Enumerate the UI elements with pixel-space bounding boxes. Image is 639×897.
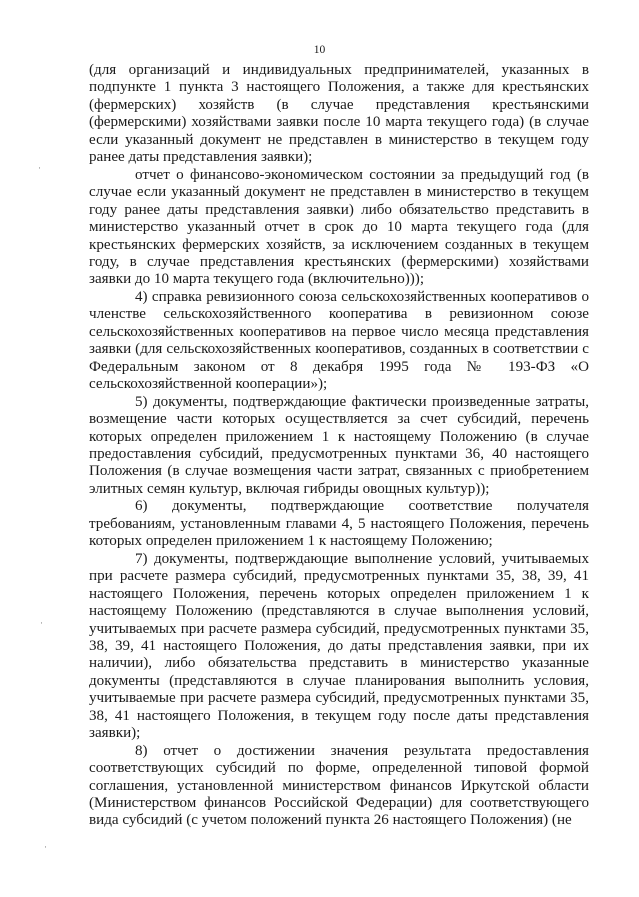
paragraph: (для организаций и индивидуальных предпринимателей, указанных в подпункте 1 пункта 3 настоящего Положения, а также для крестьянских (фермерских) хозяйств (в случае представления крестьянскими (фермерскими) хозяйствами заявки после 10 марта текущего года) (в случае если указанный документ не представлен в министерство в текущем году ранее даты представления заявки); <box>89 62 589 166</box>
paragraph: отчет о финансово-экономическом состоянии за предыдущий год (в случае если указанный документ не представлен в министерство в текущем году ранее даты представления заявки) либо обязательство представить в министерство указанный отчет в срок до 10 марта текущего года (для крестьянских фермерских хозяйств, за исключением созданных в текущем году, в случае представления крестьянских (фермерскими) хозяйствами заявки до 10 марта текущего года (включительно))); <box>89 166 589 288</box>
paragraph: 7) документы, подтверждающие выполнение условий, учитываемых при расчете размера субсидий, предусмотренных пунктами 35, 38, 39, 41 настоящего Положения, перечень которых определен приложением 1 к настоящему Положению (представляются в случае выполнения условий, учитываемых при расчете размера субсидий, предусмотренных пунктами 35, 38, 39, 41 настоящего Положения, до даты представления заявки, при их наличии), либо обязательства представить в министерство указанные документы (представляются в случае планирования выполнить условия, учитываемые при расчете размера субсидий, предусмотренных пунктами 35, 38, 41 настоящего Положения, в текущем году после даты представления заявки); <box>89 550 589 742</box>
scan-speck: · <box>44 842 47 852</box>
paragraph: 4) справка ревизионного союза сельскохозяйственных кооперативов о членстве сельскохозяйственного кооператива в ревизионном союзе сельскохозяйственных кооперативов на первое число месяца представления заявки (для сельскохозяйственных кооперативов, созданных в соответствии с Федеральным законом от 8 декабря 1995 года № 193-ФЗ «О сельскохозяйственной кооперации»); <box>89 288 589 393</box>
paragraph: 5) документы, подтверждающие фактически произведенные затраты, возмещение части которых осуществляется за счет субсидий, перечень которых определен приложением 1 к настоящему Положению (в случае предоставления субсидий, предусмотренных пунктами 36, 40 настоящего Положения (в случае возмещения части затрат, связанных с приобретением элитных семян культур, включая гибриды овощных культур)); <box>89 393 589 497</box>
scan-speck: · <box>40 618 43 628</box>
document-body <box>89 62 589 830</box>
paragraph: 8) отчет о достижении значения результата предоставления соответствующих субсидий по форме, определенной типовой формой соглашения, установленной министерством финансов Иркутской области (Министерством финансов Российской Федерации) для соответствующего вида субсидий (с учетом положений пункта 26 настоящего Положения) (не <box>89 742 589 829</box>
page-number: 10 <box>313 44 326 56</box>
scan-speck: · <box>38 163 41 173</box>
paragraph: 6) документы, подтверждающие соответствие получателя требованиям, установленным главами 4, 5 настоящего Положения, перечень которых определен приложением 1 к настоящему Положению; <box>89 498 589 550</box>
